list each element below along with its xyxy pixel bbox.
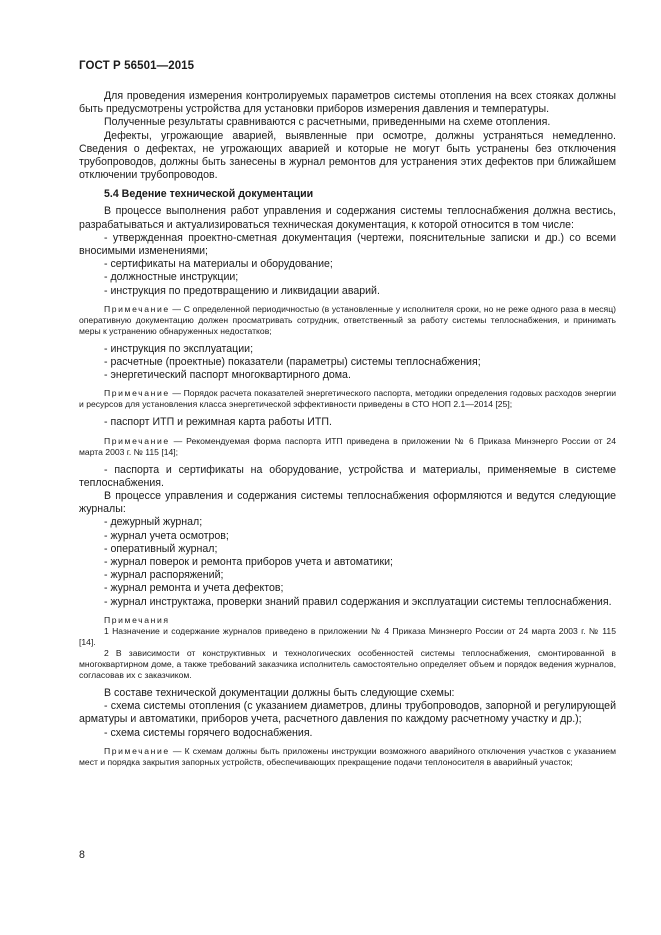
list-item: - паспорт ИТП и режимная карта работы ИТП. [104, 416, 332, 429]
note-label: Примечание [104, 435, 170, 446]
list-item: - журнал поверок и ремонта приборов учета и автоматики; [104, 556, 394, 569]
list-item: - схема системы горячего водоснабжения. [104, 726, 313, 739]
list-item: - инструкция по предотвращению и ликвидации аварий. [104, 284, 380, 297]
list-item: - дежурный журнал; [104, 516, 203, 529]
list-item: - схема системы отопления (с указанием диаметров, длины трубопроводов, запорной и регулирующей арматуры и автоматики, приборов учета, расчетного давления по каждому расчетному участку и др.); [79, 700, 616, 726]
note-label: Примечание [104, 388, 170, 399]
note-text: — К схемам должны быть приложены инструкции возможного аварийного отключения участков с указанием мест и порядка закрытия запорных устройств, обеспечивающих прекращение подачи теплоносителя в аварийный участок; [79, 745, 616, 767]
note-label: Примечание [104, 745, 170, 756]
list-item: - расчетные (проектные) показатели (параметры) системы теплоснабжения; [104, 356, 481, 369]
list-item: - инструкция по эксплуатации; [104, 342, 254, 355]
section-title: 5.4 Ведение технической документации [104, 188, 314, 201]
paragraph: Для проведения измерения контролируемых параметров системы отопления на всех стояках должны быть предусмотрены устройства для установки приборов измерения давления и температуры. [79, 90, 616, 116]
list-item: - паспорта и сертификаты на оборудование, устройства и материалы, применяемые в системе теплоснабжения. [79, 463, 616, 489]
notes-label: Примечания [104, 614, 170, 625]
list-item: - журнал распоряжений; [104, 569, 224, 582]
note-label: Примечание [104, 303, 170, 314]
document-header: ГОСТ Р 56501—2015 [79, 60, 195, 72]
list-item: - должностные инструкции; [104, 271, 239, 284]
list-item: - энергетический паспорт многоквартирного дома. [104, 369, 351, 382]
note [79, 746, 616, 768]
list-item: - журнал ремонта и учета дефектов; [104, 582, 284, 595]
paragraph: В составе технической документации должны быть следующие схемы: [104, 686, 455, 699]
page-number: 8 [79, 849, 85, 861]
list-item: - утвержденная проектно-сметная документация (чертежи, пояснительные записки и др.) со всеми вносимыми изменениями; [79, 231, 616, 258]
list-item: - журнал учета осмотров; [104, 529, 229, 542]
note [79, 304, 616, 337]
paragraph: В процессе выполнения работ управления и содержания системы теплоснабжения должна вестись, разрабатываться и актуализироваться техническая документация, к которой относится в том числе: [79, 205, 616, 231]
list-item: - оперативный журнал; [104, 542, 218, 555]
notes-heading [79, 615, 616, 626]
paragraph: Дефекты, угрожающие аварией, выявленные при осмотре, должны устраняться немедленно. Сведения о дефектах, не угрожающих аварией и которые не могут быть устранены без отключения трубопроводов, должны быть занесены в журнал ремонтов для устранения этих дефектов при ближайшем отключении трубопроводов. [79, 129, 616, 182]
document-body [79, 90, 616, 768]
note-item: 1 Назначение и содержание журналов приведено в приложении № 4 Приказа Минэнерго России от 24 марта 2003 г. № 115 [14]. [79, 625, 616, 647]
paragraph: Полученные результаты сравниваются с расчетными, приведенными на схеме отопления. [104, 116, 551, 129]
note-text: — Порядок расчета показателей энергетического паспорта, методики определения годовых расходов энергии и ресурсов для установления класса энергетической эффективности приведены в СТО НОП 2.1—2014 [25]; [79, 388, 616, 410]
note-text: — С определенной периодичностью (в установленные у исполнителя сроки, но не реже одного раза в месяц) оперативную документацию должен просматривать сотрудник, ответственный за работу системы теплоснабжения, и принимать меры к устранению обнаруженных недостатков; [79, 303, 616, 336]
note-item: 2 В зависимости от конструктивных и технологических особенностей системы теплоснабжения, смонтированной в многоквартирном доме, а также требований заказчика исполнитель самостоятельно определяет объем и порядок ведения журналов, согласовав их с заказчиком. [79, 647, 616, 680]
paragraph: В процессе управления и содержания системы теплоснабжения оформляются и ведутся следующие журналы: [79, 490, 616, 516]
list-item: - сертификаты на материалы и оборудование; [104, 258, 333, 271]
list-item: - журнал инструктажа, проверки знаний правил содержания и эксплуатации системы теплоснабжения. [104, 595, 612, 608]
note-text: — Рекомендуемая форма паспорта ИТП приведена в приложении № 6 Приказа Минэнерго России от 24 марта 2003 г. № 115 [14]; [79, 435, 616, 457]
note [79, 388, 616, 410]
note [79, 436, 616, 458]
